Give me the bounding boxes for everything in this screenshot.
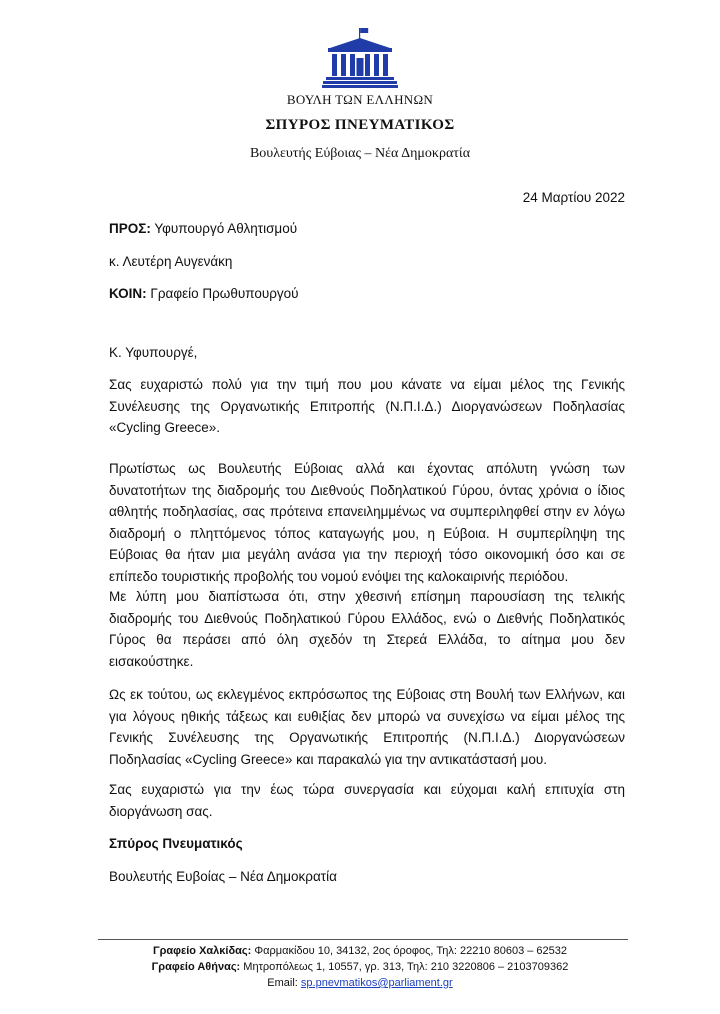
parliament-building-icon	[322, 26, 398, 90]
cc-label: ΚΟΙΝ:	[109, 286, 147, 301]
letter-date: 24 Μαρτίου 2022	[522, 190, 625, 205]
paragraph-4: Ως εκ τούτου, ως εκλεγμένος εκπρόσωπος της Εύβοιας στη Βουλή των Ελλήνων, και για λόγους ηθικής τάξεως και ευθιξίας δεν μπορώ να συνεχίσω να είμαι μέλος της Γενικής Συνέλευσης της Οργανωτικής Επιτροπής (Ν.Π.Ι.Δ.) Διοργανώσεων Ποδηλασίας «Cycling Greece» και παρακαλώ για την αντικατάστασή μου.	[109, 687, 625, 767]
footer-chalkida	[0, 945, 720, 957]
sender-name: ΣΠΥΡΟΣ ΠΝΕΥΜΑΤΙΚΟΣ	[265, 117, 455, 133]
signature-name: Σπύρος Πνευματικός	[109, 836, 243, 851]
parliament-building-logo	[322, 26, 398, 90]
cc-value: Γραφείο Πρωθυπουργού	[150, 286, 299, 301]
paragraph-3: Με λύπη μου διαπίστωσα ότι, στην χθεσινή επίσημη παρουσίαση της τελικής διαδρομής του Διεθνούς Ποδηλατικού Γύρου Ελλάδος, ενώ ο Διεθνής Ποδηλατικός Γύρος θα περάσει από όλη σχεδόν τη Στερεά Ελλάδα, το αίτημα μου δεν εισακούστηκε.	[109, 589, 625, 669]
chalkida-label: Γραφείο Χαλκίδας:	[152, 945, 252, 957]
footer-email	[0, 977, 720, 989]
paragraph-2: Πρωτίστως ως Βουλευτής Εύβοιας αλλά και έχοντας απόλυτη γνώση των δυνατοτήτων της διαδρομής του Διεθνούς Ποδηλατικού Γύρου, όντας χρόνια ο ίδιος αθλητής ποδηλασίας, σας πρότεινα επανειλημμένως να συμπεριληφθεί στην εν λόγω διαδρομή ο πληττόμενος τόπος καταγωγής μου, η Εύβοια. Η συμπερίληψη της Εύβοιας θα ήταν μια μεγάλη ανάσα για την περιοχή τόσο οικονομική όσο και σε επίπεδο τουριστικής προβολής του νομού ενόψει της καλοκαιρινής περιόδου.	[109, 461, 625, 584]
recipient-person: κ. Λευτέρη Αυγενάκη	[109, 254, 233, 269]
paragraph-5: Σας ευχαριστώ για την έως τώρα συνεργασία και εύχομαι καλή επιτυχία στη διοργάνωση σας.	[109, 782, 625, 819]
athens-label: Γραφείο Αθήνας:	[151, 961, 241, 973]
salutation: Κ. Υφυπουργέ,	[109, 345, 198, 360]
footer-divider	[98, 939, 628, 940]
signature-role: Βουλευτής Ευβοίας – Νέα Δημοκρατία	[109, 869, 337, 884]
paragraph-1: Σας ευχαριστώ πολύ για την τιμή που μου κάνατε να είμαι μέλος της Γενικής Συνέλευσης της Οργανωτικής Επιτροπής (Ν.Π.Ι.Δ.) Διοργανώσεων Ποδηλασίας «Cycling Greece».	[109, 377, 625, 435]
to-label: ΠΡΟΣ:	[109, 221, 151, 236]
sender-role: Βουλευτής Εύβοιας – Νέα Δημοκρατία	[249, 146, 471, 161]
cc-line	[109, 286, 299, 301]
to-value: Υφυπουργό Αθλητισμού	[154, 221, 298, 236]
email-label: Email:	[267, 977, 298, 989]
recipient-line	[109, 221, 297, 236]
footer-athens	[0, 961, 720, 973]
parliament-name: ΒΟΥΛΗ ΤΩΝ ΕΛΛΗΝΩΝ	[286, 92, 434, 107]
email-link[interactable]: sp.pnevmatikos@parliament.gr	[300, 977, 453, 989]
chalkida-address: Φαρμακίδου 10, 34132, 2ος όροφος, Τηλ: 22210 80603 – 62532	[254, 945, 568, 957]
athens-address: Μητροπόλεως 1, 10557, γρ. 313, Τηλ: 210 3220806 – 2103709362	[243, 961, 569, 973]
